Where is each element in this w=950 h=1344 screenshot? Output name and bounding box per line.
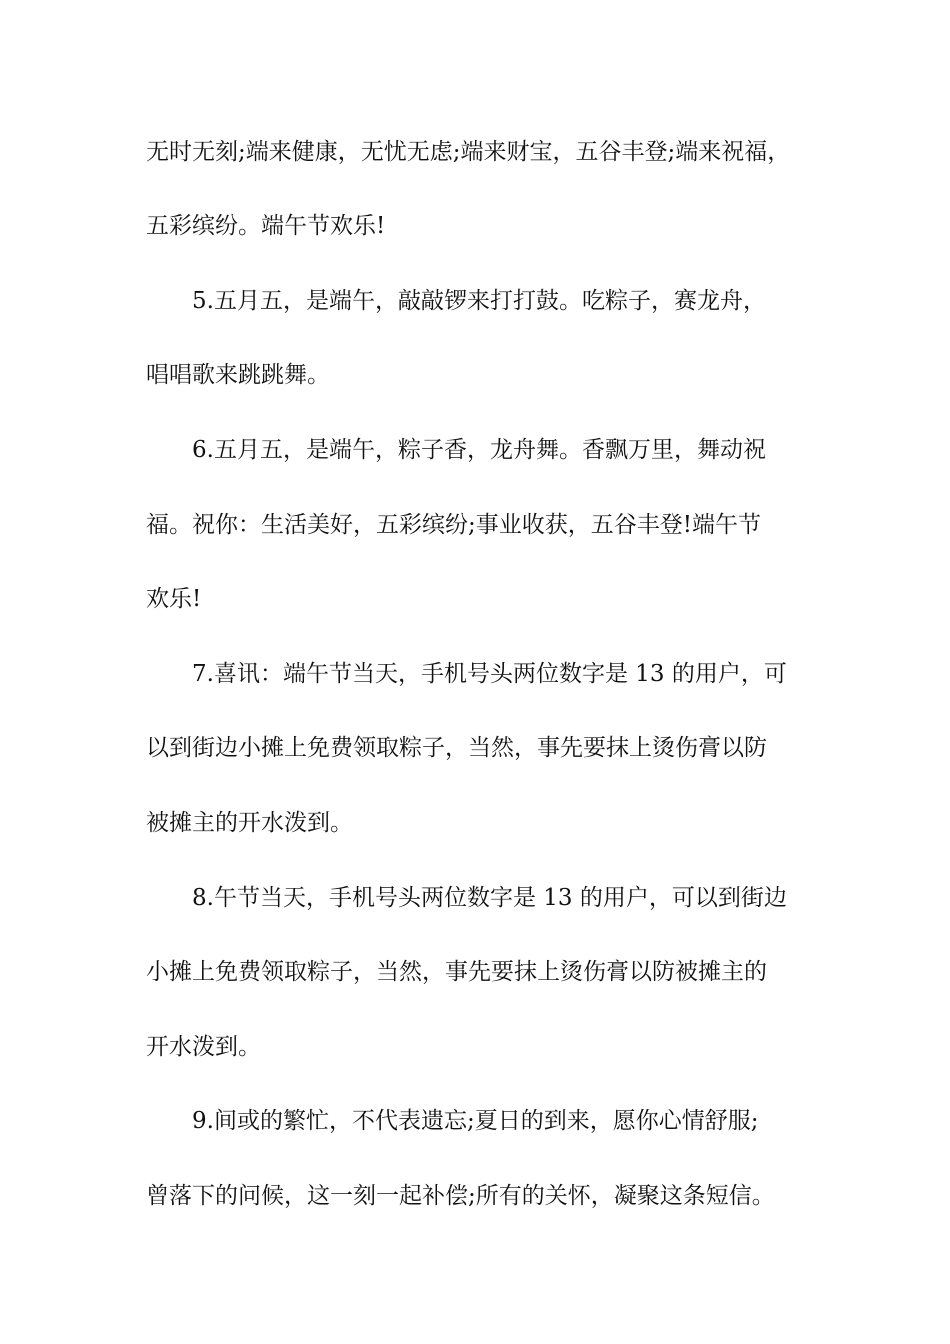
text-line: 五彩缤纷。端午节欢乐!: [146, 213, 386, 239]
paragraph-start-line: 7.喜讯：端午节当天，手机号头两位数字是 13 的用户，可: [192, 661, 787, 687]
text-line: 唱唱歌来跳跳舞。: [146, 362, 330, 388]
text-line: 曾落下的问候，这一刻一起补偿;所有的关怀，凝聚这条短信。: [146, 1183, 775, 1209]
paragraph-start-line: 6.五月五，是端午，粽子香，龙舟舞。香飘万里，舞动祝: [192, 437, 766, 463]
text-line: 无时无刻;端来健康，无忧无虑;端来财宝，五谷丰登;端来祝福，: [146, 139, 791, 165]
text-line: 欢乐!: [146, 586, 202, 612]
text-line: 开水泼到。: [146, 1034, 261, 1060]
paragraph-start-line: 8.午节当天，手机号头两位数字是 13 的用户，可以到街边: [192, 885, 787, 911]
text-line: 福。祝你：生活美好，五彩缤纷;事业收获，五谷丰登!端午节: [146, 512, 761, 538]
paragraph-start-line: 9.间或的繁忙，不代表遗忘;夏日的到来，愿你心情舒服;: [192, 1108, 759, 1134]
text-line: 以到街边小摊上免费领取粽子，当然，事先要抹上烫伤膏以防: [146, 735, 767, 761]
text-line: 小摊上免费领取粽子，当然，事先要抹上烫伤膏以防被摊主的: [146, 959, 767, 985]
paragraph-start-line: 5.五月五，是端午，敲敲锣来打打鼓。吃粽子，赛龙舟，: [192, 288, 766, 314]
text-line: 被摊主的开水泼到。: [146, 810, 353, 836]
